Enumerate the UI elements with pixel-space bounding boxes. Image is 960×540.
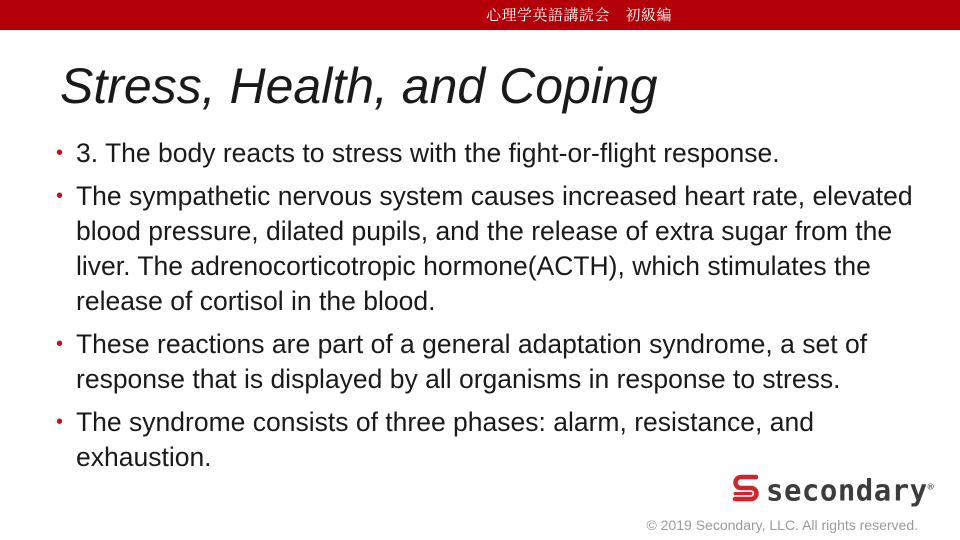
secondary-logo-icon [730, 472, 762, 504]
slide-title: Stress, Health, and Coping [60, 58, 658, 114]
bullet-text: These reactions are part of a general adaptation syndrome, a set of response that is displayed by all organisms in response to stress. [76, 329, 868, 394]
bullet-icon: • [56, 333, 64, 355]
header-bar [0, 0, 960, 30]
bullet-icon: • [56, 411, 64, 433]
bullet-item [56, 405, 916, 475]
logo-text: secondary® [766, 473, 935, 508]
bullet-icon: • [56, 185, 64, 207]
bullet-item [56, 136, 916, 171]
bullet-item [56, 179, 916, 319]
bullet-item [56, 327, 916, 397]
bullet-text: The sympathetic nervous system causes increased heart rate, elevated blood pressure, dilated pupils, and the release of extra sugar from the liver. The adrenocorticotropic hormone(ACTH), which stimulates the release of cortisol in the blood. [76, 181, 913, 316]
bullet-text: 3. The body reacts to stress with the fight-or-flight response. [76, 138, 780, 168]
course-title: 心理学英語講読会 初級編 [485, 6, 672, 24]
copyright-notice: © 2019 Secondary, LLC. All rights reserved. [646, 517, 918, 533]
bullet-icon: • [56, 142, 64, 164]
secondary-logo [730, 470, 935, 508]
bullet-list [56, 136, 916, 483]
bullet-text: The syndrome consists of three phases: alarm, resistance, and exhaustion. [76, 407, 814, 472]
